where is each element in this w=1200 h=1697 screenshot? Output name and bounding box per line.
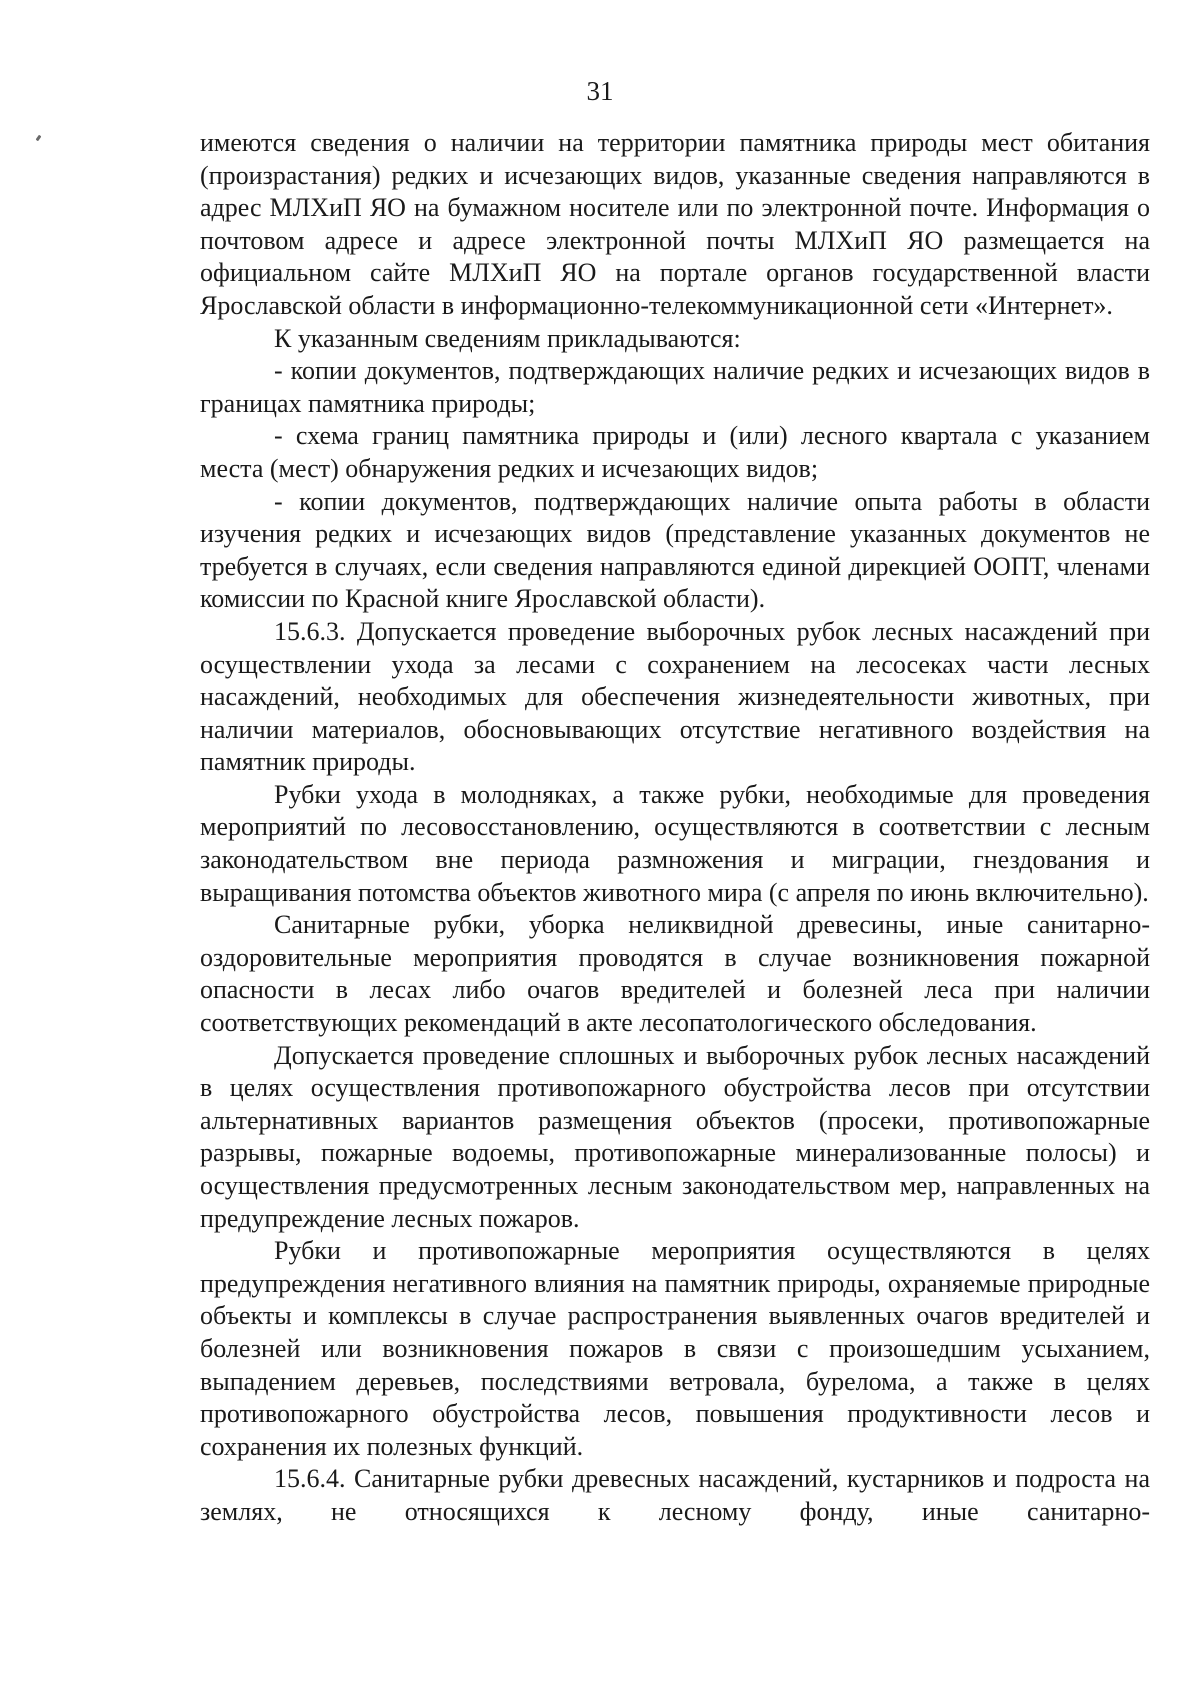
- scan-mark: [36, 135, 42, 142]
- paragraph-cuttings-purposes: Рубки и противопожарные мероприятия осуществляются в целях предупреждения негативного влияния на памятник природы, охраняемые природные объекты и комплексы в случае распространения выявленных очагов вредителей и болезней или возникновения пожаров в связи с произошедшим усыханием, выпадением деревьев, последствиями ветровала, бурелома, а также в целях противопожарного обустройства лесов, повышения продуктивности лесов и сохранения их полезных функций.: [200, 1236, 1150, 1461]
- paragraph-thinning-cuttings: Рубки ухода в молодняках, а также рубки, необходимые для проведения мероприятий по лесовосстановлению, осуществляются в соответствии с лесным законодательством вне периода размножения и миграции, гнездования и выращивания потомства объектов животного мира (с апреля по июнь включительно).: [200, 779, 1150, 907]
- page-number: 31: [586, 76, 614, 106]
- list-item-boundary-scheme: - схема границ памятника природы и (или) лесного квартала с указанием места (мест) обнаружения редких и исчезающих видов;: [200, 421, 1150, 483]
- paragraph-15-6-4: 15.6.4. Санитарные рубки древесных насаждений, кустарников и подроста на землях, не относящихся к лесному фонду, иные санитарно-: [200, 1464, 1150, 1526]
- paragraph-fire-prevention-cuttings: Допускается проведение сплошных и выборочных рубок лесных насаждений в целях осуществления противопожарного обустройства лесов при отсутствии альтернативных вариантов размещения объектов (просеки, противопожарные разрывы, пожарные водоемы, противопожарные минерализованные полосы) и осуществления предусмотренных лесным законодательством мер, направленных на предупреждение лесных пожаров.: [200, 1040, 1150, 1233]
- paragraph-sanitary-cuttings: Санитарные рубки, уборка неликвидной древесины, иные санитарно-оздоровительные мероприятия проводятся в случае возникновения пожарной опасности в лесах либо очагов вредителей и болезней леса при наличии соответствующих рекомендаций в акте лесопатологического обследования.: [200, 910, 1150, 1038]
- document-body: [200, 127, 1150, 1529]
- list-item-documents: - копии документов, подтверждающих наличие редких и исчезающих видов в границах памятника природы;: [200, 356, 1150, 418]
- paragraph-attachments-intro: К указанным сведениям прикладываются:: [274, 323, 741, 353]
- list-item-experience-documents: - копии документов, подтверждающих наличие опыта работы в области изучения редких и исчезающих видов (представление указанных документов не требуется в случаях, если сведения направляются единой дирекцией ООПТ, членами комиссии по Красной книге Ярославской области).: [200, 486, 1150, 614]
- paragraph-continuation: имеются сведения о наличии на территории памятника природы мест обитания (произрастания) редких и исчезающих видов, указанные сведения направляются в адрес МЛХиП ЯО на бумажном носителе или по электронной почте. Информация о почтовом адресе и адресе электронной почты МЛХиП ЯО размещается на официальном сайте МЛХиП ЯО на портале органов государственной власти Ярославской области в информационно-телекоммуникационной сети «Интернет».: [200, 128, 1150, 320]
- paragraph-15-6-3: 15.6.3. Допускается проведение выборочных рубок лесных насаждений при осуществлении ухода за лесами с сохранением на лесосеках части лесных насаждений, необходимых для обеспечения жизнедеятельности животных, при наличии материалов, обосновывающих отсутствие негативного воздействия на памятник природы.: [200, 616, 1150, 777]
